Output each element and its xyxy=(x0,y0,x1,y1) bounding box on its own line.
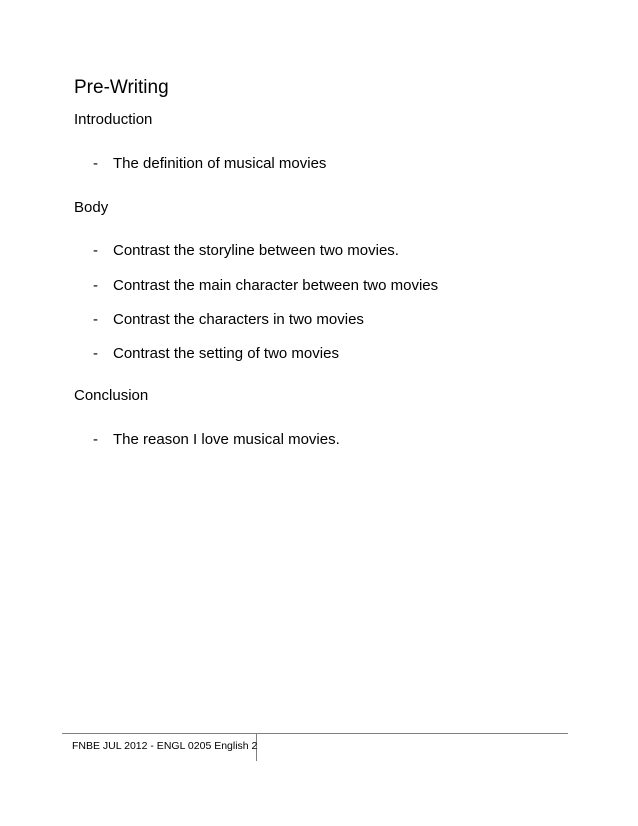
list-item-text: The definition of musical movies xyxy=(113,155,327,172)
bullet-dash: - xyxy=(93,277,98,294)
footer-text: FNBE JUL 2012 - ENGL 0205 English 2 xyxy=(72,740,258,752)
list-item-text: Contrast the main character between two movies xyxy=(113,277,439,294)
list-item-text: Contrast the characters in two movies xyxy=(113,311,364,328)
section-heading-introduction: Introduction xyxy=(74,111,153,128)
list-item xyxy=(93,311,364,329)
bullet-dash: - xyxy=(93,155,98,172)
footer-divider-horizontal xyxy=(62,733,568,734)
list-item xyxy=(93,345,339,363)
page-title: Pre-Writing xyxy=(74,77,169,98)
list-item-text: Contrast the setting of two movies xyxy=(113,345,339,362)
bullet-dash: - xyxy=(93,242,98,259)
list-item xyxy=(93,242,399,260)
list-item-text: The reason I love musical movies. xyxy=(113,431,340,448)
section-heading-body: Body xyxy=(74,199,109,216)
list-item xyxy=(93,277,438,295)
list-item-text: Contrast the storyline between two movies. xyxy=(113,242,399,259)
bullet-dash: - xyxy=(93,345,98,362)
bullet-dash: - xyxy=(93,431,98,448)
list-item xyxy=(93,431,340,449)
section-heading-conclusion: Conclusion xyxy=(74,387,149,404)
list-item xyxy=(93,155,326,173)
bullet-dash: - xyxy=(93,311,98,328)
